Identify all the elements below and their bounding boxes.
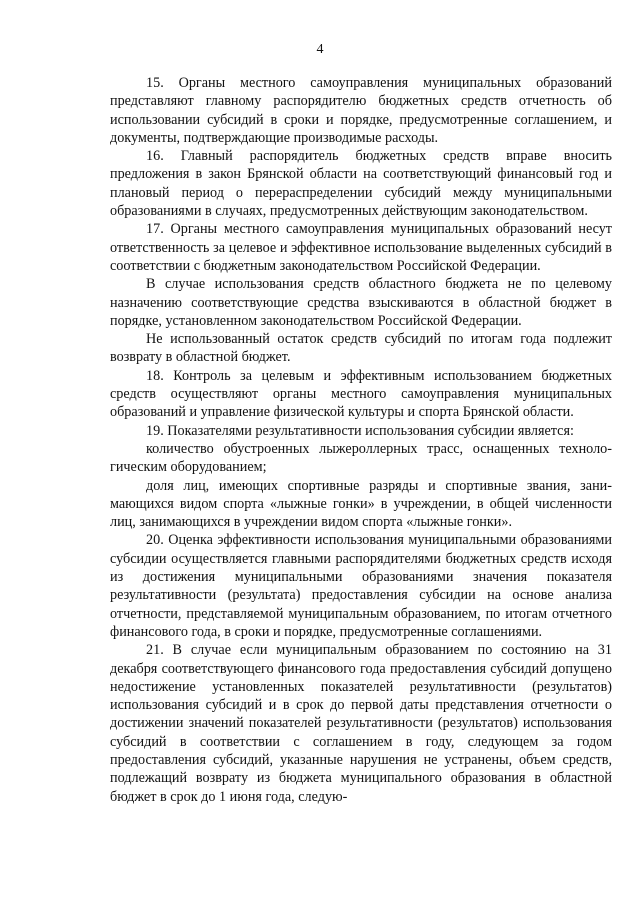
paragraph-indicator-share: доля лиц, имеющих спортивные разряды и спортивные звания, занимающихся видом спорта «лыжные гонки» в учреждении, в общей численности лиц, занимающихся в учреждении видом спорта «лыжные гонки». [110, 477, 612, 531]
paragraph-21: 21. В случае если муниципальным образованием по состоянию на 31 декабря соответствующего финансового года предоставления субсидий допущено недостижение установленных показателей результативности (результатов) использования субсидий и в срок до первой даты представления отчетности о достижении значений показателей результативности (результатов) использования субсидий в соответствии с соглашением в году, следующем за годом предоставления субсидий, указанные нарушения не устранены, объем средств, подлежащий возврату из бюджета муниципального образования в областной бюджет в срок до 1 июня года, следую- [110, 642, 612, 805]
paragraph-19: 19. Показателями результативности использования субсидии является: [146, 422, 574, 439]
paragraph-15: 15. Органы местного самоуправления муниципальных образований представляют главному распорядителю бюджетных средств отчетность об использовании субсидий в сроки и порядке, предусмотренные соглашением, и документы, подтверждающие производимые расходы. [110, 75, 612, 146]
paragraph-indicator-tracks: количество обустроенных лыжероллерных трасс, оснащенных технологическим оборудованием; [110, 440, 612, 476]
paragraph-18: 18. Контроль за целевым и эффективным использованием бюджетных средств осуществляют органы местного самоуправления муниципальных образований и управление физической культуры и спорта Брянской области. [110, 367, 612, 421]
paragraph-misuse-recovery: В случае использования средств областного бюджета не по целевому назначению соответствующие средства взыскиваются в областной бюджет в порядке, установленном законодательством Российской Федерации. [110, 276, 612, 329]
document-body [110, 74, 612, 806]
page-number: 4 [316, 42, 324, 57]
paragraph-unused-balance: Не использованный остаток средств субсидий по итогам года подлежит возврату в областной бюджет. [110, 331, 612, 366]
paragraph-17: 17. Органы местного самоуправления муниципальных образований несут ответственность за целевое и эффективное использование выделенных субсидий в соответствии с бюджетным законодательством Российской Федерации. [110, 221, 612, 274]
paragraph-20: 20. Оценка эффективности использования муниципальными образованиями субсидии осуществляется главными распорядителями бюджетных средств исходя из достижения муниципальными образованиями значения показателя результативности (результата) предоставления субсидии на основе анализа отчетности, представляемой муниципальным образованием, по итогам отчетного финансового года, в сроки и порядке, предусмотренные соглашениями. [110, 532, 612, 640]
paragraph-16: 16. Главный распорядитель бюджетных средств вправе вносить предложения в закон Брянской области на соответствующий финансовый год и плановый период о перераспределении субсидий между муниципальными образованиями в случаях, предусмотренных действующим законодательством. [110, 148, 612, 220]
